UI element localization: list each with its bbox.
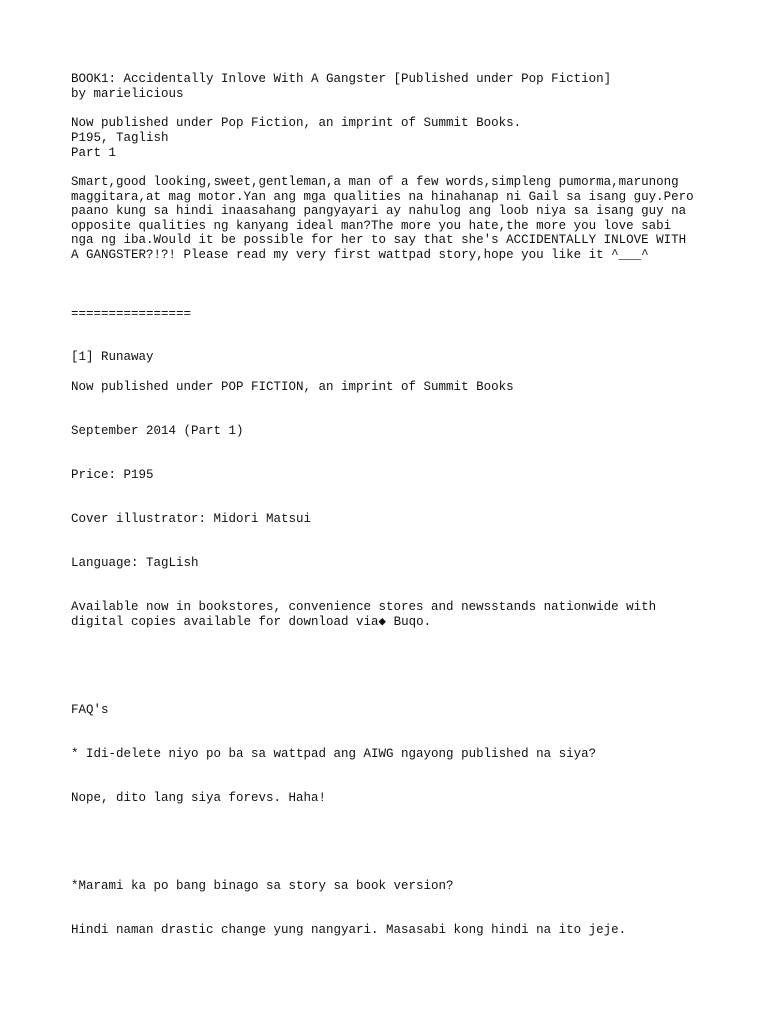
price-info: Price: P195 <box>71 468 154 482</box>
author-byline: by marielicious <box>71 87 184 101</box>
book-title: BOOK1: Accidentally Inlove With A Gangster [Published under Pop Fiction] <box>71 72 612 86</box>
faq-answer: Hindi naman drastic change yung nangyari. Masasabi kong hindi na ito jeje. <box>71 923 627 937</box>
language-info: Language: TagLish <box>71 556 199 570</box>
synopsis-line: maggitara,at mag motor.Yan ang mga qualities na hinahanap ni Gail sa isang guy.Pero <box>71 190 694 204</box>
published-note: Now published under Pop Fiction, an imprint of Summit Books. <box>71 116 522 130</box>
availability-line: Available now in bookstores, convenience stores and newsstands nationwide with <box>71 600 657 614</box>
synopsis-line: opposite qualities ng kanyang ideal man?The more you hate,the more you love sabi <box>71 219 672 233</box>
faq-answer: Nope, dito lang siya forevs. Haha! <box>71 791 327 805</box>
release-date: September 2014 (Part 1) <box>71 424 244 438</box>
synopsis-line: Smart,good looking,sweet,gentleman,a man of a few words,simpleng pumorma,marunong <box>71 175 679 189</box>
synopsis-line: A GANGSTER?!?! Please read my very first wattpad story,hope you like it ^___^ <box>71 248 649 262</box>
availability-line: digital copies available for download via◆ Buqo. <box>71 615 432 629</box>
cover-illustrator: Cover illustrator: Midori Matsui <box>71 512 312 526</box>
price-language: P195, Taglish <box>71 131 169 145</box>
synopsis-line: paano kung sa hindi inaasahang pangyayari ay nahulog ang loob niya sa isang guy na <box>71 204 687 218</box>
faq-question: *Marami ka po bang binago sa story sa book version? <box>71 879 454 893</box>
faq-heading: FAQ's <box>71 703 109 717</box>
part-label: Part 1 <box>71 146 117 160</box>
chapter-published-note: Now published under POP FICTION, an imprint of Summit Books <box>71 380 514 394</box>
synopsis-line: nga ng iba.Would it be possible for her to say that she's ACCIDENTALLY INLOVE WITH <box>71 233 687 247</box>
faq-question: * Idi-delete niyo po ba sa wattpad ang AIWG ngayong published na siya? <box>71 747 597 761</box>
chapter-title: [1] Runaway <box>71 350 154 364</box>
section-separator: ================ <box>71 307 192 321</box>
